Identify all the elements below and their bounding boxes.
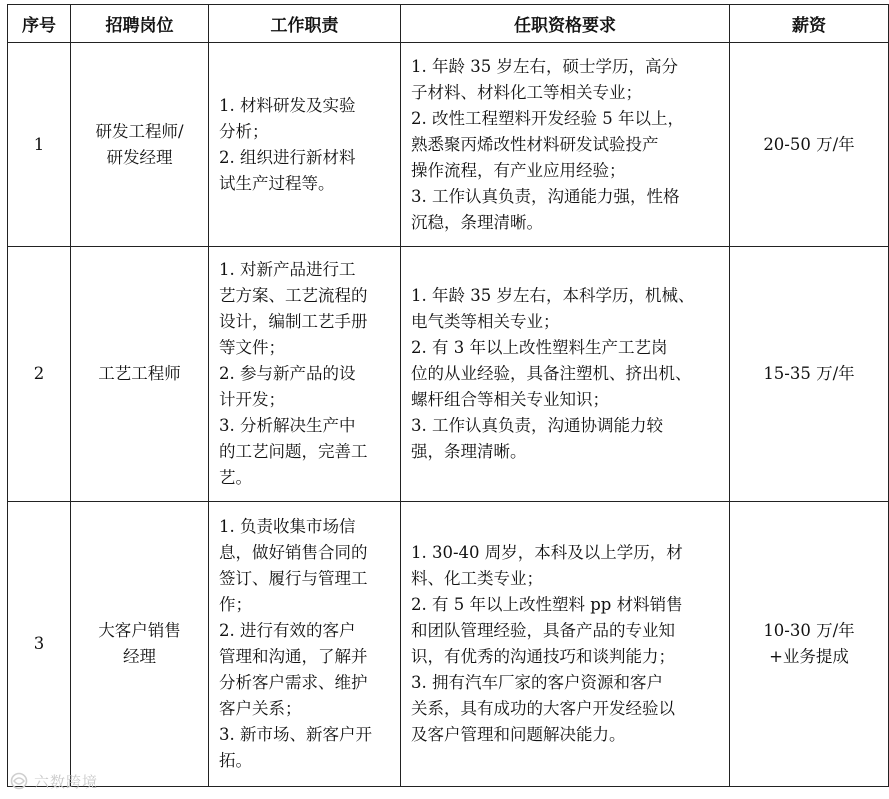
cell-position-line: 研发工程师/ xyxy=(95,121,184,141)
cell-index: 1 xyxy=(8,43,71,247)
cell-duties-line: 1. 负责收集市场信 xyxy=(219,517,356,536)
header-index: 序号 xyxy=(8,5,71,43)
cell-requirements-line: 及客户管理和问题解决能力。 xyxy=(411,725,626,744)
cell-requirements-line: 3. 拥有汽车厂家的客户资源和客户 xyxy=(411,673,663,692)
cell-salary-line: 15-35 万/年 xyxy=(763,364,855,383)
cell-duties-line: 的工艺问题，完善工 xyxy=(219,442,368,461)
cell-requirements-line: 1. 30-40 周岁，本科及以上学历，材 xyxy=(411,543,683,562)
cell-requirements-line: 3. 工作认真负责，沟通能力强，性格 xyxy=(411,186,680,206)
table-row xyxy=(8,247,889,502)
cell-salary-line: 20-50 万/年 xyxy=(763,134,855,154)
cell-position-line: 工艺工程师 xyxy=(98,364,181,383)
cell-duties-line: 分析客户需求、维护 xyxy=(219,673,368,692)
cell-requirements-line: 沉稳，条理清晰。 xyxy=(411,212,543,232)
cell-requirements-line: 位的从业经验，具备注塑机、挤出机、 xyxy=(411,364,692,383)
cell-duties-line: 管理和沟通，了解并 xyxy=(219,647,368,666)
cell-index: 3 xyxy=(8,502,71,787)
cell-requirements-line: 和团队管理经验，具备产品的专业知 xyxy=(411,621,675,640)
header-salary: 薪资 xyxy=(730,5,889,43)
watermark-logo-icon xyxy=(8,772,30,790)
cell-duties xyxy=(209,43,401,247)
cell-position xyxy=(71,43,209,247)
table-row xyxy=(8,502,889,787)
cell-duties-line: 2. 进行有效的客户 xyxy=(219,621,356,640)
cell-requirements-line: 料、化工类专业； xyxy=(411,569,543,588)
cell-index: 2 xyxy=(8,247,71,502)
cell-duties-line: 艺。 xyxy=(219,468,252,487)
table-header-row xyxy=(8,5,889,43)
cell-duties-line: 客户关系； xyxy=(219,699,302,718)
cell-position xyxy=(71,247,209,502)
cell-duties-line: 签订、履行与管理工 xyxy=(219,569,368,588)
cell-duties xyxy=(209,247,401,502)
cell-requirements xyxy=(401,43,730,247)
cell-requirements-line: 2. 有 5 年以上改性塑料 pp 材料销售 xyxy=(411,595,683,614)
cell-requirements-line: 3. 工作认真负责，沟通协调能力较 xyxy=(411,416,663,435)
cell-duties xyxy=(209,502,401,787)
header-duties: 工作职责 xyxy=(209,5,401,43)
cell-duties-line: 计开发； xyxy=(219,390,285,409)
cell-requirements-line: 熟悉聚丙烯改性材料研发试验投产 xyxy=(411,134,659,154)
cell-salary xyxy=(730,43,889,247)
cell-salary-line: 10-30 万/年 xyxy=(763,621,855,640)
cell-duties-line: 设计，编制工艺手册 xyxy=(219,312,368,331)
cell-requirements-line: 强，条理清晰。 xyxy=(411,442,527,461)
table-row xyxy=(8,43,889,247)
cell-duties-line: 等文件； xyxy=(219,338,285,357)
cell-duties-line: 1. 对新产品进行工 xyxy=(219,260,356,279)
watermark-text: 六数跨境 xyxy=(34,773,99,791)
cell-requirements-line: 电气类等相关专业； xyxy=(411,312,560,331)
cell-requirements-line: 操作流程，有产业应用经验； xyxy=(411,160,626,180)
cell-duties-line: 2. 参与新产品的设 xyxy=(219,364,356,383)
cell-requirements-line: 2. 有 3 年以上改性塑料生产工艺岗 xyxy=(411,338,668,357)
cell-requirements-line: 2. 改性工程塑料开发经验 5 年以上， xyxy=(411,108,684,128)
cell-requirements-line: 识，有优秀的沟通技巧和谈判能力； xyxy=(411,647,675,666)
cell-duties-line: 2. 组织进行新材料 xyxy=(219,147,356,167)
cell-duties-line: 分析； xyxy=(219,121,269,141)
cell-requirements-line: 关系，具有成功的大客户开发经验以 xyxy=(411,699,675,718)
cell-requirements-line: 1. 年龄 35 岁左右，硕士学历，高分 xyxy=(411,56,678,76)
cell-position xyxy=(71,502,209,787)
cell-duties-line: 拓。 xyxy=(219,751,252,770)
cell-salary xyxy=(730,247,889,502)
cell-salary-line: +业务提成 xyxy=(769,647,849,666)
cell-requirements-line: 子材料、材料化工等相关专业； xyxy=(411,82,642,102)
recruitment-table xyxy=(7,4,889,787)
cell-duties-line: 息，做好销售合同的 xyxy=(219,543,368,562)
header-position: 招聘岗位 xyxy=(71,5,209,43)
cell-duties-line: 3. 分析解决生产中 xyxy=(219,416,356,435)
cell-requirements xyxy=(401,247,730,502)
cell-position-line: 研发经理 xyxy=(106,147,173,167)
cell-salary xyxy=(730,502,889,787)
cell-position-line: 经理 xyxy=(123,647,156,666)
header-requirements: 任职资格要求 xyxy=(401,5,730,43)
cell-duties-line: 1. 材料研发及实验 xyxy=(219,95,356,115)
cell-duties-line: 3. 新市场、新客户开 xyxy=(219,725,372,744)
cell-requirements-line: 1. 年龄 35 岁左右，本科学历，机械、 xyxy=(411,286,695,305)
watermark xyxy=(8,771,98,792)
cell-duties-line: 试生产过程等。 xyxy=(219,173,335,193)
cell-requirements-line: 螺杆组合等相关专业知识； xyxy=(411,390,609,409)
cell-position-line: 大客户销售 xyxy=(98,621,181,640)
cell-duties-line: 作； xyxy=(219,595,252,614)
cell-requirements xyxy=(401,502,730,787)
cell-duties-line: 艺方案、工艺流程的 xyxy=(219,286,368,305)
